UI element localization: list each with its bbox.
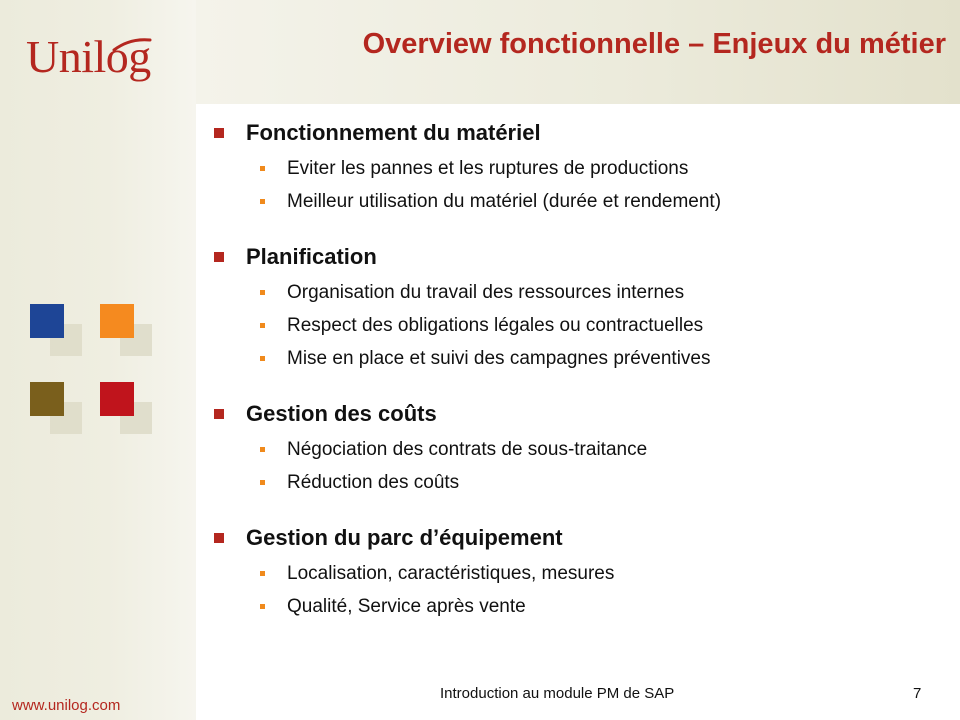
small-square-bullet-icon xyxy=(260,356,265,361)
list-item: Réduction des coûts xyxy=(214,466,934,499)
olive-square xyxy=(30,382,64,416)
square-bullet-icon xyxy=(214,252,224,262)
section-fonctionnement xyxy=(214,118,934,218)
list-item: Meilleur utilisation du matériel (durée et rendement) xyxy=(214,185,934,218)
small-square-bullet-icon xyxy=(260,480,265,485)
small-square-bullet-icon xyxy=(260,290,265,295)
section-heading: Gestion du parc d’équipement xyxy=(214,523,934,553)
section-heading: Gestion des coûts xyxy=(214,399,934,429)
list-item: Localisation, caractéristiques, mesures xyxy=(214,557,934,590)
small-square-bullet-icon xyxy=(260,447,265,452)
footer-title: Introduction au module PM de SAP xyxy=(440,685,675,702)
red-square xyxy=(100,382,134,416)
list-item: Eviter les pannes et les ruptures de productions xyxy=(214,152,934,185)
bullet-content xyxy=(214,118,934,623)
list-item: Qualité, Service après vente xyxy=(214,590,934,623)
list-item: Respect des obligations légales ou contractuelles xyxy=(214,309,934,342)
list-item: Organisation du travail des ressources internes xyxy=(214,276,934,309)
square-bullet-icon xyxy=(214,128,224,138)
small-square-bullet-icon xyxy=(260,323,265,328)
section-gestion-parc xyxy=(214,523,934,623)
page-number: 7 xyxy=(913,685,922,702)
decorative-squares xyxy=(30,304,160,444)
small-square-bullet-icon xyxy=(260,604,265,609)
list-item: Mise en place et suivi des campagnes préventives xyxy=(214,342,934,375)
blue-square xyxy=(30,304,64,338)
logo-text: Unilog xyxy=(26,31,151,82)
section-heading: Fonctionnement du matériel xyxy=(214,118,934,148)
logo-swoosh-icon xyxy=(112,36,152,54)
square-bullet-icon xyxy=(214,409,224,419)
section-planification xyxy=(214,242,934,375)
list-item: Négociation des contrats de sous-traitance xyxy=(214,433,934,466)
small-square-bullet-icon xyxy=(260,199,265,204)
small-square-bullet-icon xyxy=(260,166,265,171)
unilog-logo xyxy=(26,30,156,90)
section-gestion-couts xyxy=(214,399,934,499)
small-square-bullet-icon xyxy=(260,571,265,576)
footer-url: www.unilog.com xyxy=(12,697,121,714)
square-bullet-icon xyxy=(214,533,224,543)
section-heading: Planification xyxy=(214,242,934,272)
page-title: Overview fonctionnelle – Enjeux du métier xyxy=(362,28,946,60)
orange-square xyxy=(100,304,134,338)
